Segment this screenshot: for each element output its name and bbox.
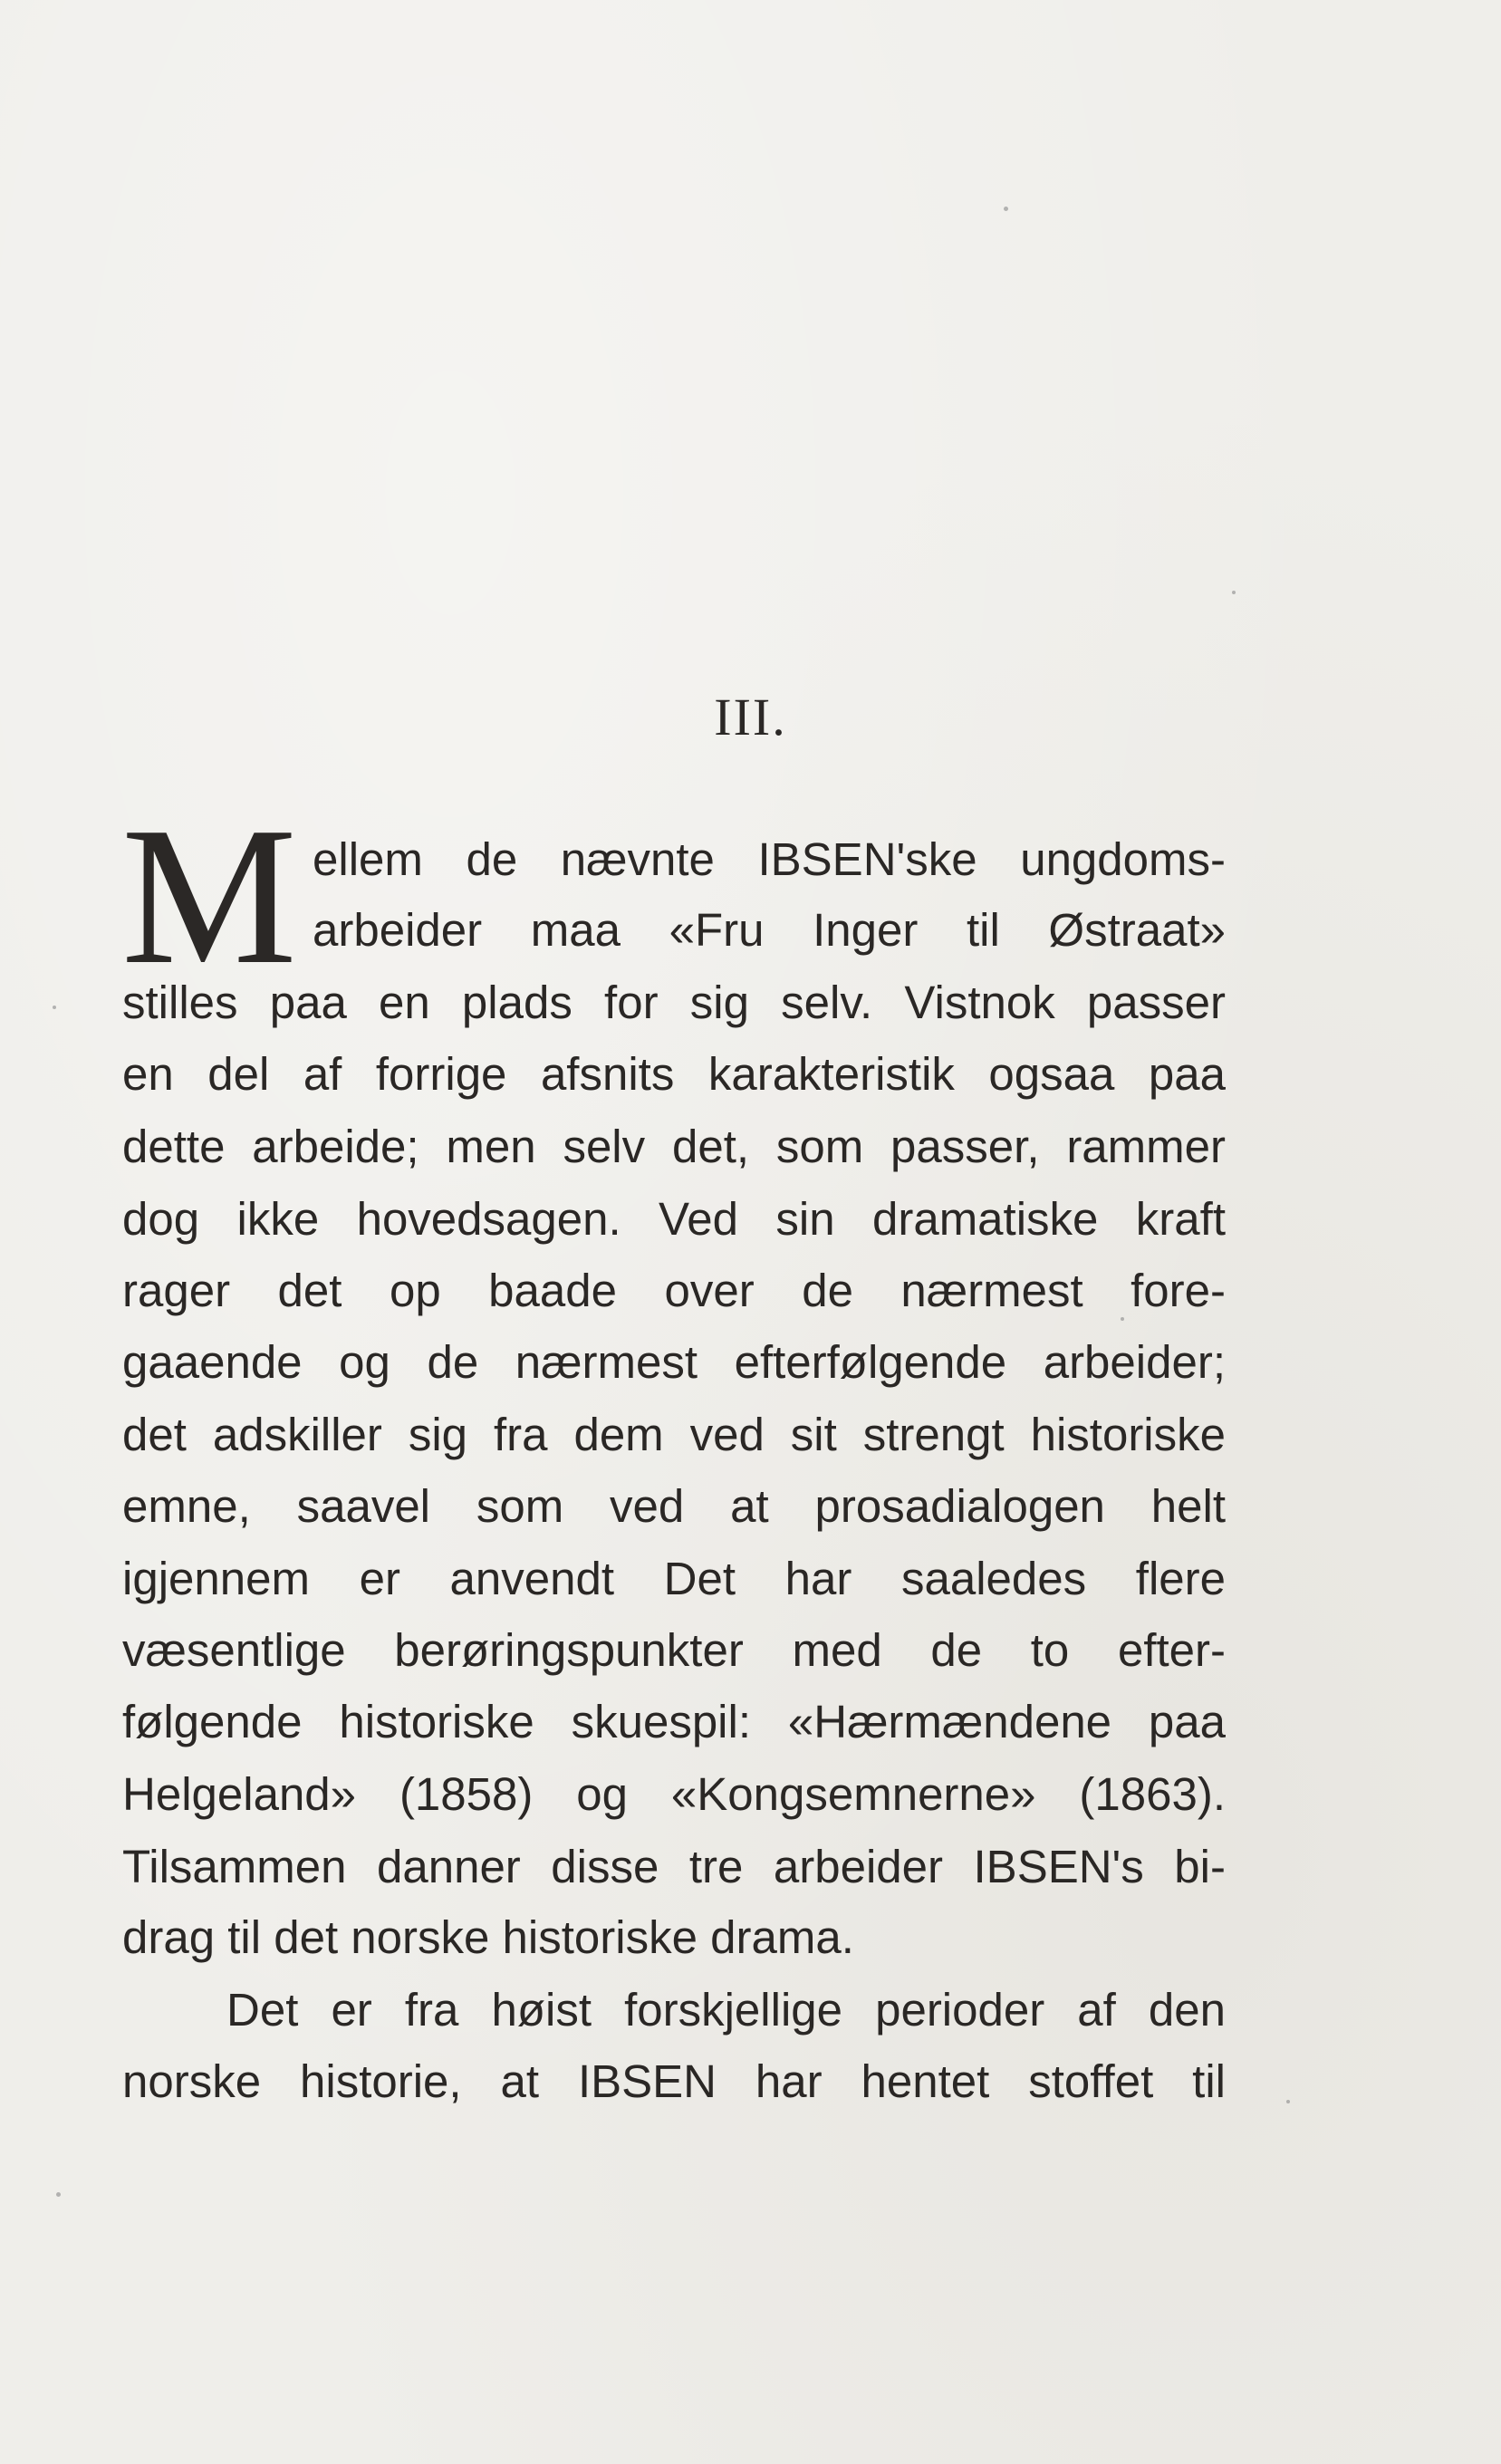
text-line-3: stilles paa en plads for sig selv. Vistnok passer [122,977,1226,1028]
drop-cap: M [121,787,297,1006]
text-line-4: en del af forrige afsnits karakteristik ogsaa paa [122,1048,1226,1100]
text-line-11: igjennem er anvendt Det har saaledes flere [122,1553,1226,1604]
paper-speck [1004,207,1008,211]
chapter-heading: III. [714,688,787,746]
text-line-6: dog ikke hovedsagen. Ved sin dramatiske kraft [122,1193,1226,1245]
text-line-2: arbeider maa «Fru Inger til Østraat» [313,904,1226,956]
text-line-12: væsentlige berøringspunkter med de to efter- [122,1624,1226,1676]
text-line-9: det adskiller sig fra dem ved sit strengt historiske [122,1409,1226,1460]
text-line-5: dette arbeide; men selv det, som passer, rammer [122,1121,1226,1172]
paper-speck [56,2192,61,2197]
text-line-10: emne, saavel som ved at prosadialogen helt [122,1480,1226,1532]
text-line-1: ellem de nævnte IBSEN'ske ungdoms- [313,833,1226,885]
text-line-16: drag til det norske historiske drama. [122,1911,854,1963]
text-line-17: Det er fra høist forskjellige perioder af den [226,1984,1226,2036]
text-line-8: gaaende og de nærmest efterfølgende arbeider; [122,1336,1226,1388]
paper-speck [53,1006,56,1009]
text-line-13: følgende historiske skuespil: «Hærmændene paa [122,1696,1226,1747]
paper-speck [1232,591,1236,594]
paper-speck [1286,2100,1290,2103]
paper-speck [1121,1317,1124,1321]
text-line-14: Helgeland» (1858) og «Kongsemnerne» (1863). [122,1768,1226,1820]
text-line-7: rager det op baade over de nærmest fore- [122,1265,1226,1316]
text-line-15: Tilsammen danner disse tre arbeider IBSEN's bi- [122,1841,1226,1892]
text-line-18: norske historie, at IBSEN har hentet stoffet til [122,2055,1226,2107]
